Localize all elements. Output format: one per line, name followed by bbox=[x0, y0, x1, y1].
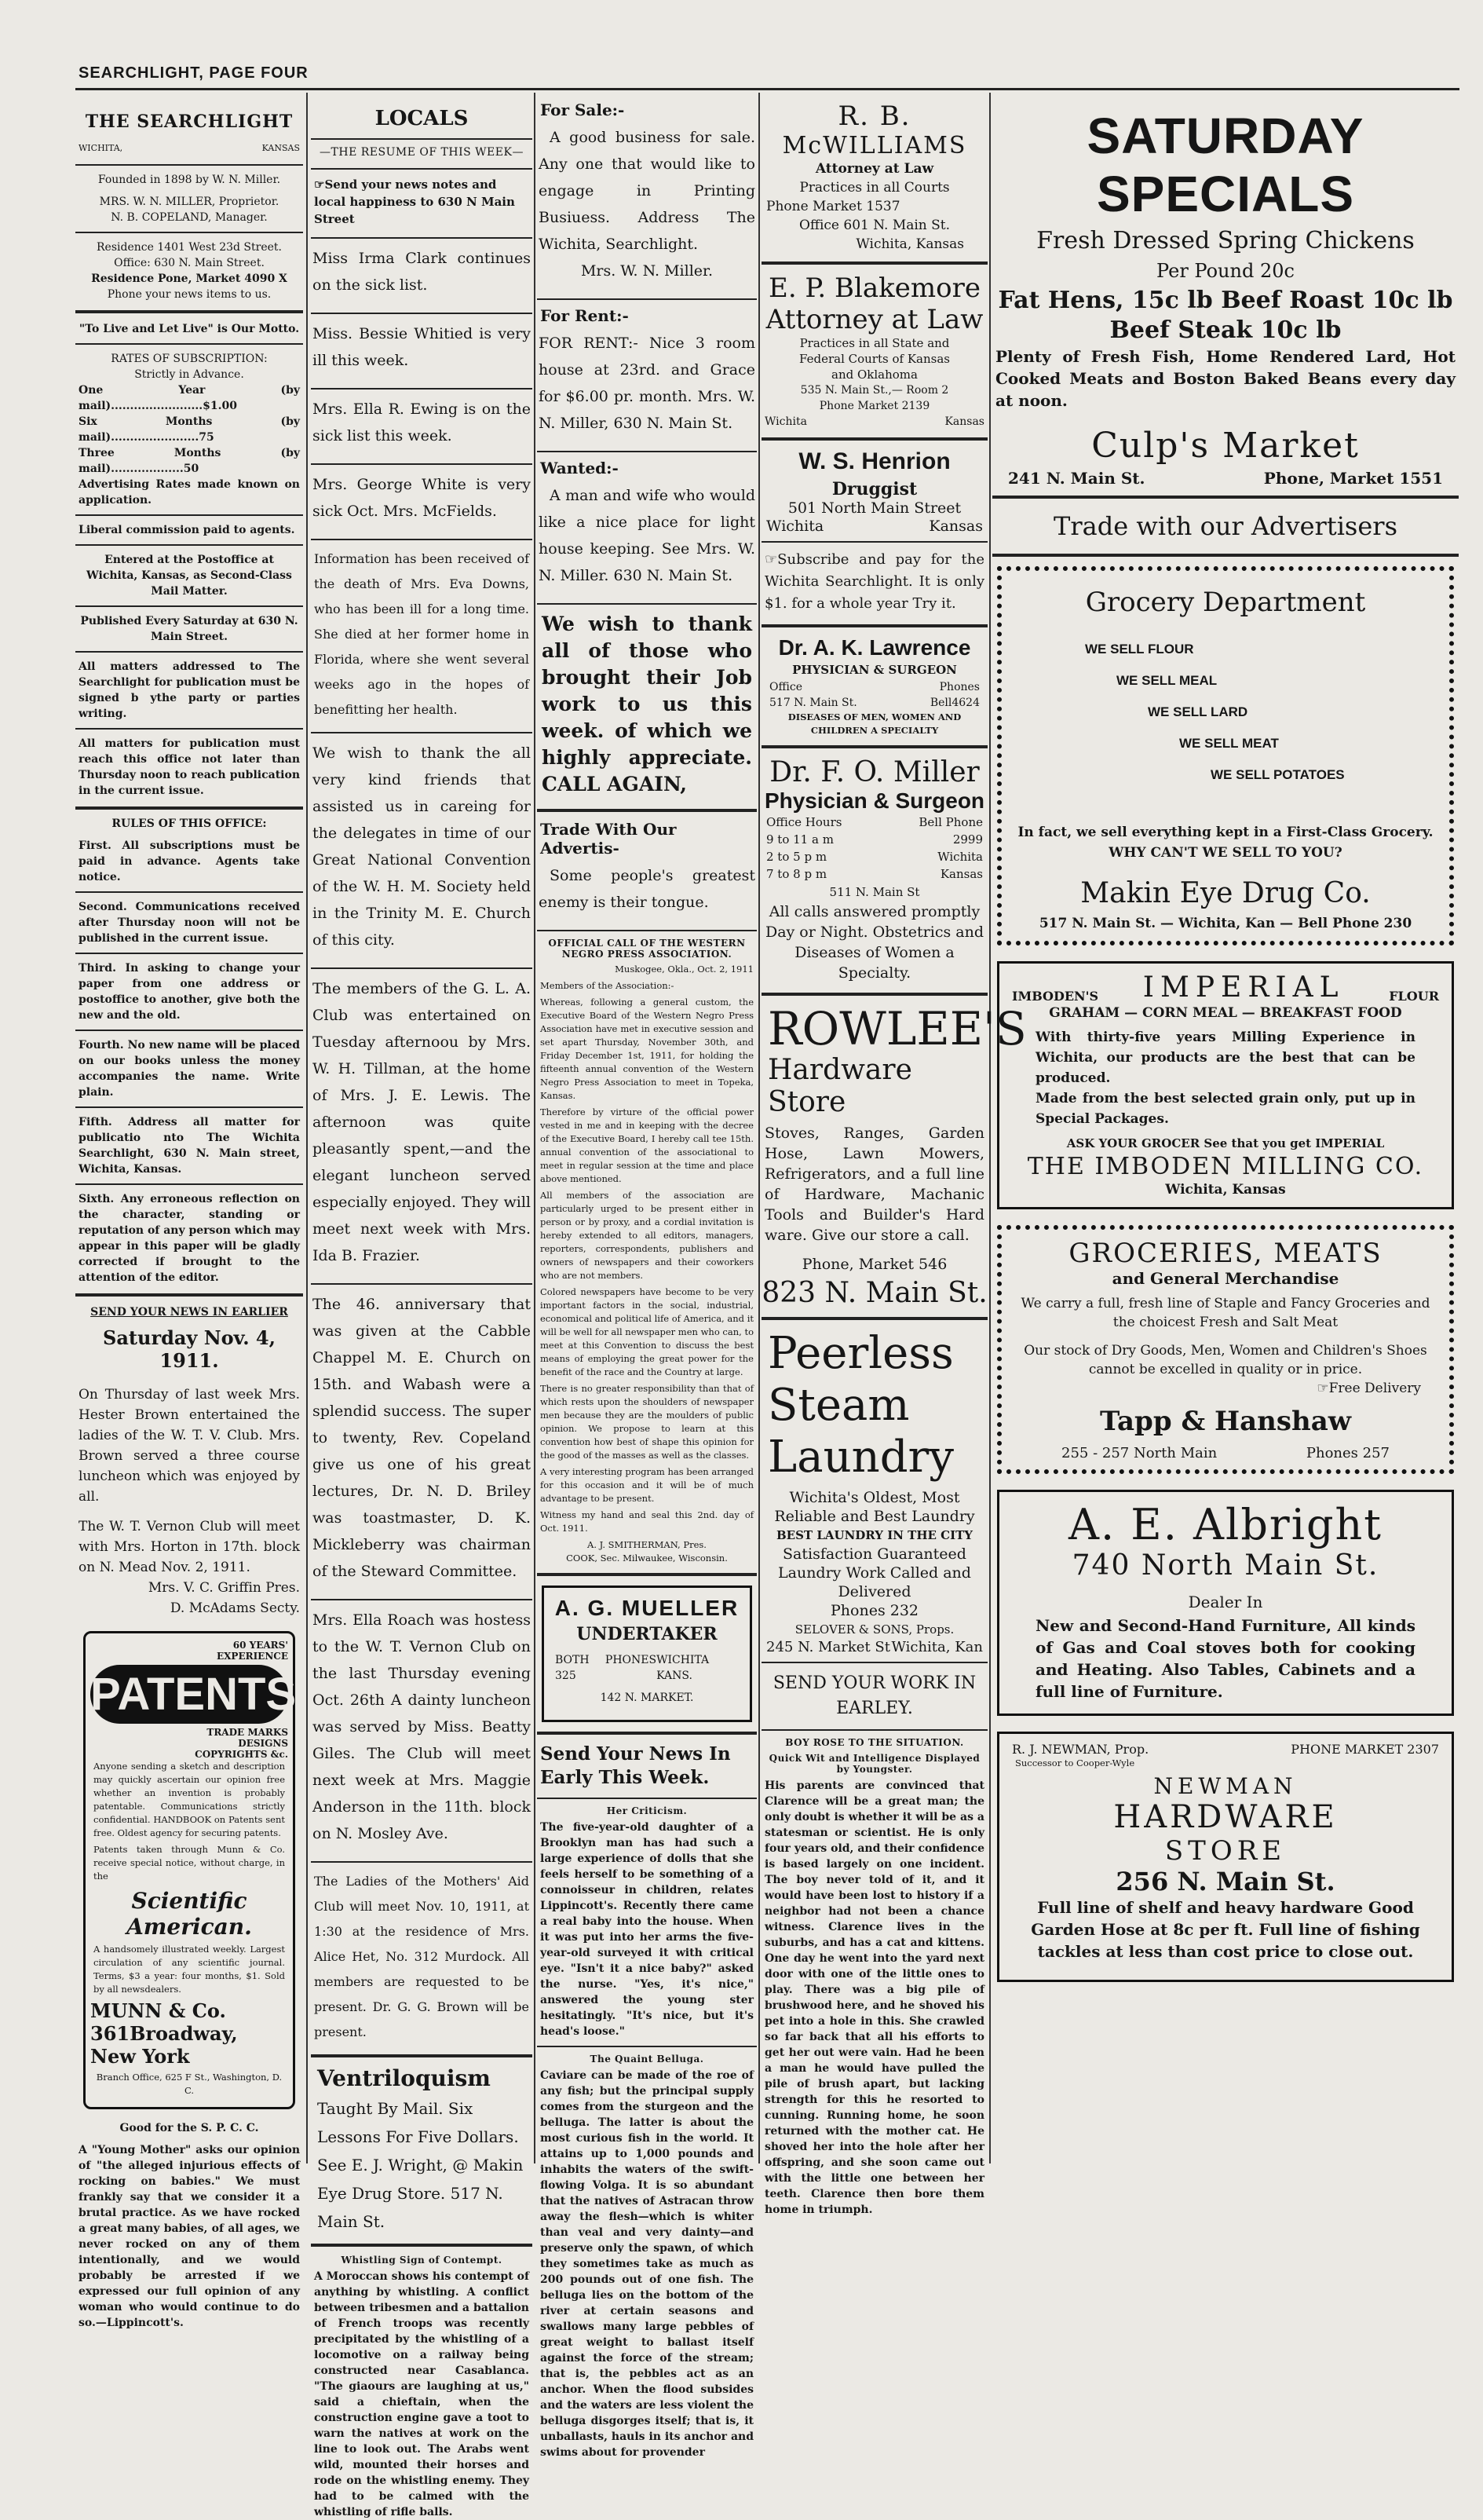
residence: Residence 1401 West 23d Street. bbox=[97, 241, 282, 254]
henrion-city bbox=[766, 518, 983, 535]
groceries-text: We carry a full, fresh line of Staple and Fancy Groceries and the choicest Fresh and Salt Meat bbox=[1021, 1296, 1430, 1330]
divider bbox=[311, 168, 532, 170]
blakemore-line: Practices in all State and bbox=[799, 336, 950, 350]
imboden-name: THE IMBODEN MILLING CO. bbox=[1027, 1153, 1424, 1180]
advertising-rates: Advertising Rates made known on application. bbox=[79, 478, 300, 507]
motto: "To Live and Let Live" is Our Motto. bbox=[79, 323, 300, 335]
matters-notice: All matters addressed to The Searchlight for publication must be signed b ythe party or parties writing. bbox=[79, 660, 300, 720]
makin-name: Makin Eye Drug Co. bbox=[1080, 877, 1371, 909]
column-divider bbox=[306, 93, 308, 2163]
mueller-contact bbox=[555, 1652, 739, 1684]
divider bbox=[311, 2244, 532, 2247]
imboden-city: Wichita, Kansas bbox=[1165, 1182, 1286, 1198]
rule: First. All subscriptions must be paid in advance. Agents take notice. bbox=[79, 839, 300, 883]
miller-calls: All calls answered promptly Day or Night. Obstetrics and Diseases of Women a Specialty. bbox=[765, 903, 984, 982]
call-title: NEGRO PRESS ASSOCIATION. bbox=[561, 949, 732, 960]
grocery-infact: In fact, we sell everything kept in a First-Class Grocery. WHY CAN'T WE SELL TO YOU? bbox=[1017, 825, 1434, 861]
imboden-products: GRAHAM — CORN MEAL — BREAKFAST FOOD bbox=[1049, 1005, 1402, 1021]
miller-address: 511 N. Main St bbox=[829, 885, 920, 899]
divider bbox=[762, 1317, 988, 1320]
special-line: Fat Hens, 15c lb Beef Roast 10c lb bbox=[998, 287, 1453, 314]
call-text: A very interesting program has been arranged for this occasion and it will be of much advantage to be present. bbox=[540, 1466, 754, 1504]
mueller-address: 142 N. MARKET. bbox=[600, 1692, 694, 1704]
divider bbox=[762, 1729, 988, 1731]
miller-phone-row: Kansas bbox=[940, 867, 983, 881]
newman-store: STORE bbox=[1164, 1835, 1287, 1867]
blakemore-line: and Oklahoma bbox=[831, 368, 918, 382]
patents-sub: DESIGNS bbox=[238, 1738, 288, 1749]
groceries-title: GROCERIES, MEATS bbox=[1068, 1238, 1383, 1269]
henrion-city-right: Kansas bbox=[929, 518, 983, 535]
phone: Residence Pone, Market 4090 X bbox=[91, 272, 287, 285]
rowlee-title: Hardware Store bbox=[768, 1054, 912, 1118]
free-delivery bbox=[1014, 1379, 1421, 1398]
rule: Fifth. Address all matter for publicatio nto The Wichita Searchlight, 630 N. Main street, Wichita, Kansas. bbox=[79, 1116, 300, 1176]
blakemore-line: Federal Courts of Kansas bbox=[799, 352, 950, 366]
patents-text: Anyone sending a sketch and description may quickly ascertain our opinion free whether an invention is probably patentable. Communications strictly confidential. HANDBOOK on Patents sent free. Oldest agency for securing patents. bbox=[93, 1761, 285, 1838]
patents-title: PATENTS bbox=[90, 1665, 288, 1724]
tapp-phones: Phones 257 bbox=[1306, 1445, 1390, 1461]
dateline-city: WICHITA, bbox=[79, 143, 123, 153]
resume-subtitle: —THE RESUME OF THIS WEEK— bbox=[320, 146, 524, 159]
divider bbox=[75, 1030, 303, 1031]
albright-ad bbox=[997, 1490, 1454, 1716]
divider bbox=[311, 463, 532, 465]
special-line: Per Pound 20c bbox=[1156, 260, 1295, 282]
mcwilliams-name: McWILLIAMS bbox=[782, 132, 967, 159]
divider bbox=[311, 2054, 532, 2057]
divider bbox=[75, 1183, 303, 1185]
for-sale-sign: Mrs. W. N. Miller. bbox=[580, 262, 714, 280]
for-sale-text: A good business for sale. Any one that would like to engage in Printing Busiuess. Address The Wichita, Searchlight. bbox=[539, 129, 755, 253]
blakemore-line: 535 N. Main St.,— Room 2 bbox=[800, 384, 949, 397]
local-item: On Thursday of last week Mrs. Hester Brown entertained the ladies of the W. T. V. Club. Mrs. Brown served a three course luncheon which was enjoyed by all. bbox=[79, 1387, 300, 1505]
article-text: A Moroccan shows his contempt of anything by whistling. A conflict between tribesmen and a battalion of French troops was recently precipitated by the whistling of a locomotive on a railway being constructed near Casablanca. "The giaours are laughing at us," said a chieftain, when the construction engine gave a toot to warn the natives at work on the line to look out. The Arabs went wild, mounted their horses and rode on the whistling enemy. They had to be calmed with the whistling of rifle balls. bbox=[314, 2270, 529, 2518]
article-subtitle: Quick Wit and Intelligence Displayed by Youngster. bbox=[769, 1753, 981, 1775]
divider bbox=[75, 514, 303, 516]
rules-title: RULES OF THIS OFFICE: bbox=[111, 817, 267, 830]
newman-phone: PHONE MARKET 2307 bbox=[1291, 1742, 1439, 1757]
divider bbox=[75, 806, 303, 810]
article-text: Caviare can be made of the roe of any fish; but the principal supply comes from the sturgeon and the belluga. The latter is about the most curious fish in the world. It attains up to 1,000 pounds and inhabits the waters of the swift-flowing Volga. It is so abundant that the natives of Astracan throw away the flesh—which is whiter than veal and very dainty—and preserve only the spawn, of which they sometimes take as much as 200 pounds out of one fish. The belluga lies on the bottom of the river at certain seasons and swallows many large pebbles of great weight to ballast itself against the force of the stream; that is, the pebbles act as an anchor. When the flood subsides and the waters are less violent the belluga disgorges itself; that is, it unballasts, hauls in its anchor and swims about for provender bbox=[540, 2069, 754, 2459]
local-item: Miss Irma Clark continues on the sick list. bbox=[312, 250, 531, 294]
divider bbox=[75, 232, 303, 233]
column-4 bbox=[762, 96, 1027, 2216]
peerless-address bbox=[766, 1639, 983, 1655]
rowlee-address: 823 N. Main St. bbox=[762, 1277, 988, 1309]
lawrence-row bbox=[769, 695, 980, 711]
newman-text: Full line of shelf and heavy hardware Good Garden Hose at 8c per ft. Full line of fishing tackles at less than cost price to close out. bbox=[1031, 1898, 1420, 1961]
office: Office: 630 N. Main Street. bbox=[114, 257, 265, 269]
peerless-street: 245 N. Market St bbox=[766, 1639, 890, 1655]
divider bbox=[992, 496, 1459, 499]
local-item: Information has been received of the death of Mrs. Eva Downs, who has been ill for a long time. She died at her former home in Florida, where she went several weeks ago in the hopes of benefitting her health. bbox=[314, 551, 529, 717]
subscribe-notice bbox=[765, 549, 984, 615]
divider bbox=[537, 1798, 757, 1799]
divider bbox=[311, 313, 532, 314]
lawrence-specialty: DISEASES OF MEN, WOMEN AND CHILDREN A SPECIALTY bbox=[787, 711, 962, 736]
column-5 bbox=[992, 96, 1459, 2163]
imboden-ask: ASK YOUR GROCER See that you get IMPERIAL bbox=[1066, 1136, 1385, 1150]
newman-prop: R. J. NEWMAN, Prop. bbox=[1012, 1742, 1149, 1757]
column-divider bbox=[758, 93, 760, 2163]
article-title: Her Criticism. bbox=[606, 1805, 688, 1816]
imboden-head bbox=[1012, 971, 1439, 1004]
miller-hours-row: 9 to 11 a m bbox=[766, 832, 834, 847]
miller-hours-row: 2 to 5 p m bbox=[766, 850, 827, 864]
imboden-text: With thirty-five years Milling Experience in Wichita, our products are the best that can be produced. bbox=[1036, 1030, 1415, 1086]
article-text: His parents are convinced that Clarence will be a great man; the only doubt is whether it will be as a statesman or scientist. He is only four years old, and their confidence is based largely on one incident. The boy never told of it, and it would have been lost to history if a neighbor had not been a chance witness. Clarence lives in the suburbs, and has a cat and kittens. One day he went into the yard next door with one of the little ones to play. There was a big pile of brushwood here, and he shoved his pet into a hole in this. She crawled so far back that all his efforts to get her out were vain. Had he been a man he would have pulled the pile of brush apart, but lacking strength for this he resorted to cunning. Running home, he soon returned with the mother cat. He shoved her into the hole after her offspring, and she soon came out with the little one between her teeth. Clarence then bore them home in triumph. bbox=[765, 1779, 984, 2216]
divider bbox=[762, 541, 988, 543]
send-notes bbox=[314, 176, 529, 228]
peerless-line: BEST LAUNDRY IN THE CITY bbox=[776, 1528, 973, 1542]
send-notes-text: Send your news notes and local happiness to 630 N Main Street bbox=[314, 177, 515, 226]
miller-phone-row: Wichita bbox=[937, 850, 983, 864]
blakemore-title: Attorney at Law bbox=[765, 304, 984, 335]
call-text: Colored newspapers have become to be very important factors in the social, industrial, economical and political life of America, and it will be well for all newspaper men who can, to meet at this Convention to discuss the best means of employing the great power for the benefit of the race and the Country at large. bbox=[540, 1286, 754, 1377]
newman-name: NEWMAN bbox=[1153, 1773, 1298, 1799]
special-line: Fresh Dressed Spring Chickens bbox=[1036, 227, 1415, 254]
miller-hours-row: 7 to 8 p m bbox=[766, 867, 827, 881]
imperial-title: IMPERIAL bbox=[1142, 971, 1345, 1004]
mueller-undertaker: UNDERTAKER bbox=[576, 1624, 718, 1644]
ventriloquism-title: Ventriloquism bbox=[317, 2065, 491, 2091]
henrion-title: Druggist bbox=[831, 479, 918, 499]
miller-hours-head: Office Hours bbox=[766, 815, 842, 829]
divider bbox=[311, 967, 532, 969]
divider bbox=[311, 1283, 532, 1285]
lawrence-name: Dr. A. K. Lawrence bbox=[778, 635, 971, 660]
newman-address: 256 N. Main St. bbox=[1116, 1867, 1335, 1896]
trade-title: Trade With Our Advertis- bbox=[540, 820, 677, 858]
local-item: Mrs. Ella Roach was hostess to the W. T. Vernon Club on the last Thursday evening Oct. 26th A dainty luncheon was served by Miss. Beatty Giles. The Club will meet next week at Mrs. Maggie Anderson in the 11th. block on N. Mosley Ave. bbox=[312, 1611, 531, 1842]
albright-dealer: Dealer In bbox=[1188, 1593, 1263, 1611]
local-item: The W. T. Vernon Club will meet with Mrs. Horton in 17th. block on N. Mead Nov. 2, 1911. bbox=[79, 1519, 300, 1575]
mcwilliams-title: Attorney at Law bbox=[815, 161, 934, 177]
locals-title: LOCALS bbox=[374, 107, 469, 130]
peerless-line: Phones 232 bbox=[831, 1602, 919, 1619]
divider bbox=[537, 451, 757, 452]
pointing-hand-icon: ☞ bbox=[1317, 1381, 1329, 1396]
call-members: Members of the Association:- bbox=[540, 980, 674, 991]
divider bbox=[75, 1106, 303, 1108]
manager: N. B. COPELAND, Manager. bbox=[111, 211, 268, 224]
call-text: There is no greater responsibility than that of which rests upon the shoulders of newspaper men because they are the moulders of public opinion. We propose to learn at this convention how best of shape this opinion for the good of the masses as well as the classes. bbox=[540, 1383, 754, 1461]
tapp-address: 255 - 257 North Main bbox=[1061, 1445, 1218, 1461]
divider bbox=[537, 298, 757, 300]
dateline bbox=[79, 143, 300, 153]
blakemore-city-left: Wichita bbox=[765, 415, 807, 428]
divider bbox=[537, 809, 757, 812]
call-date: Muskogee, Okla., Oct. 2, 1911 bbox=[615, 964, 754, 975]
divider bbox=[311, 732, 532, 733]
local-item: The members of the G. L. A. Club was entertained on Tuesday afternoou by Mrs. W. H. Tillman, at the home of Mrs. J. E. Lewis. The afternoon was quite pleasantly spent,—and the elegant luncheon served especially enjoyed. They will meet next week with Mrs. Ida B. Frazier. bbox=[312, 980, 531, 1264]
send-work: SEND YOUR WORK IN EARLEY. bbox=[773, 1673, 977, 1718]
divider bbox=[75, 605, 303, 607]
mcwilliams-line: Practices in all Courts bbox=[799, 180, 950, 196]
henrion-city-left: Wichita bbox=[766, 518, 824, 535]
grocery-title: Grocery Department bbox=[1085, 587, 1366, 618]
send-news-early: Send Your News In Early This Week. bbox=[540, 1743, 731, 1788]
mueller-name: A. G. MUELLER bbox=[554, 1596, 740, 1620]
divider bbox=[75, 728, 303, 730]
pointing-hand-icon: ☞ bbox=[765, 551, 778, 568]
signature: Mrs. V. C. Griffin Pres. bbox=[148, 1580, 300, 1596]
munn-co: MUNN & Co. 361Broadway, New York bbox=[90, 1999, 238, 2068]
rowlee-phone: Phone, Market 546 bbox=[802, 1256, 948, 1273]
divider bbox=[75, 891, 303, 893]
miller-name: Dr. F. O. Miller bbox=[769, 756, 980, 788]
miller-phone-row: 2999 bbox=[952, 832, 983, 847]
pointing-hand-icon: ☞ bbox=[314, 177, 325, 192]
saturday-specials-title: SATURDAY SPECIALS bbox=[1087, 108, 1364, 222]
albright-text: New and Second-Hand Furniture, All kinds of Gas and Coal stoves both for cooking and Heating. Also Tables, Cabinets and a full line of Furniture. bbox=[1036, 1616, 1415, 1701]
newman-head bbox=[1012, 1742, 1439, 1757]
column-1 bbox=[75, 96, 303, 2329]
patents-years: 60 YEARS' bbox=[232, 1640, 288, 1651]
dateline-state: KANSAS bbox=[261, 143, 300, 153]
rule: Second. Communications received after Thursday noon will not be published in the current issue. bbox=[79, 901, 300, 945]
phone-news: Phone your news items to us. bbox=[107, 288, 272, 301]
divider bbox=[537, 603, 757, 605]
divider bbox=[75, 651, 303, 653]
column-2 bbox=[311, 96, 532, 2518]
divider bbox=[75, 953, 303, 954]
special-line: Beef Steak 10c lb bbox=[1109, 316, 1342, 344]
imboden-text: Made from the best selected grain only, put up in Special Packages. bbox=[1036, 1091, 1415, 1127]
published-notice: Published Every Saturday at 630 N. Main Street. bbox=[80, 615, 298, 643]
page-header: SEARCHLIGHT, PAGE FOUR bbox=[79, 64, 309, 82]
proprietor: MRS. W. N. MILLER, Proprietor. bbox=[99, 196, 279, 208]
peerless-line: Laundry Work Called and Delivered bbox=[778, 1564, 971, 1600]
divider bbox=[537, 1573, 757, 1576]
lawrence-title: PHYSICIAN & SURGEON bbox=[792, 663, 957, 677]
free-delivery-text: Free Delivery bbox=[1328, 1381, 1421, 1396]
divider bbox=[75, 1293, 303, 1297]
call-title: OFFICIAL CALL OF THE WESTERN bbox=[548, 938, 746, 949]
article-text: The five-year-old daughter of a Brooklyn man has had such a large experience of dolls that she feels herself to be something of a connoisseur in children, relates Lippincott's. Recently there came a real baby into the house. When it was put into her arms the five-year-old surveyed it with critical eye. "Isn't it a nice baby?" asked the nurse. "Yes, it's nice," answered the young ster hesitatingly. "It's nice, but it's head's loose." bbox=[540, 1821, 754, 2038]
divider bbox=[537, 2046, 757, 2047]
newman-hardware: HARDWARE bbox=[1113, 1799, 1338, 1835]
divider bbox=[311, 388, 532, 390]
peerless-line: Laundry bbox=[768, 1432, 954, 1483]
entered-notice: Entered at the Postoffice at Wichita, Kansas, as Second-Class Mail Matter. bbox=[86, 554, 292, 598]
patents-text: Patents taken through Munn & Co. receive special notice, without charge, in the bbox=[93, 1844, 285, 1882]
mcwilliams-line: Office 601 N. Main St. bbox=[798, 218, 951, 233]
divider bbox=[762, 1662, 988, 1663]
peerless-city: Wichita, Kan bbox=[891, 1639, 983, 1655]
groceries-sub: and General Merchandise bbox=[1112, 1269, 1339, 1288]
ventriloquism-text: Taught By Mail. Six Lessons For Five Dollars. See E. J. Wright, @ Makin Eye Drug Store. 517 N. Main St. bbox=[317, 2099, 524, 2231]
masthead: THE SEARCHLIGHT bbox=[85, 112, 294, 132]
patents-sub: COPYRIGHTS &c. bbox=[195, 1749, 288, 1760]
miller-hours bbox=[766, 814, 983, 883]
divider bbox=[311, 1599, 532, 1600]
mcwilliams-line: Wichita, Kansas bbox=[856, 236, 964, 252]
rates-title: RATES OF SUBSCRIPTION: bbox=[111, 353, 268, 365]
divider bbox=[762, 745, 988, 748]
makin-address: 517 N. Main St. — Wichita, Kan — Bell Phone 230 bbox=[1039, 916, 1412, 931]
sell-line: WE SELL MEAT bbox=[1179, 736, 1279, 751]
henrion-address: 501 North Main Street bbox=[787, 499, 962, 517]
for-rent-text: FOR RENT:- Nice 3 room house at 23rd. and Grace for $6.00 pr. month. Mrs. W. N. Miller, 630 N. Main St. bbox=[539, 335, 755, 432]
peerless-line: SELOVER & SONS, Props. bbox=[794, 1622, 955, 1637]
thanks-notice: We wish to thank all of those who brought their Job work to us this week. of which we highly appreciate. CALL AGAIN, bbox=[542, 613, 752, 796]
rule: Third. In asking to change your paper from one address or postoffice to another, give both the new and the old. bbox=[79, 962, 300, 1022]
liberal-commission: Liberal commission paid to agents. bbox=[79, 524, 295, 536]
divider bbox=[762, 624, 988, 627]
trade-advertisers: Trade with our Advertisers bbox=[1054, 511, 1397, 541]
column-divider bbox=[989, 93, 991, 2163]
call-sign: A. J. SMITHERMAN, Pres. bbox=[587, 1539, 707, 1550]
for-rent-title: For Rent:- bbox=[540, 306, 629, 325]
sell-line: WE SELL MEAL bbox=[1116, 673, 1218, 688]
groceries-text: Our stock of Dry Goods, Men, Women and Children's Shoes cannot be excelled in quality or in price. bbox=[1024, 1343, 1427, 1377]
lawrence-row bbox=[769, 679, 980, 695]
local-item: Miss. Bessie Whitied is very ill this week. bbox=[312, 325, 531, 369]
trade-text: Some people's greatest enemy is their tongue. bbox=[539, 867, 755, 911]
divider bbox=[75, 343, 303, 345]
wanted-text: A man and wife who would like a nice place for light house keeping. See Mrs. W. N. Miller. 630 N. Main St. bbox=[539, 487, 755, 584]
divider bbox=[311, 237, 532, 239]
tapp-hanshaw-name: Tapp & Hanshaw bbox=[1099, 1406, 1352, 1437]
miller-phone-head: Bell Phone bbox=[919, 815, 983, 829]
spca-title: Good for the S. P. C. C. bbox=[119, 2122, 259, 2134]
peerless-line: Peerless bbox=[768, 1328, 954, 1379]
sell-line: WE SELL FLOUR bbox=[1085, 642, 1194, 657]
call-text: Therefore by virture of the official power vested in me and in keeping with the decree of the Executive Board, I hereby call tee 15th. annual convention of the associational to meet in regular session at the time and place above mentioned. bbox=[540, 1106, 754, 1184]
patents-text: A handsomely illustrated weekly. Largest circulation of any scientific journal. Terms, $3 a year: four months, $1. Sold by all newsdealers. bbox=[93, 1944, 285, 1995]
article-title: The Quaint Belluga. bbox=[590, 2054, 704, 2065]
flour-label: FLOUR bbox=[1389, 989, 1439, 1004]
special-text: Plenty of Fresh Fish, Home Rendered Lard, Hot Cooked Meats and Boston Baked Beans every day at noon. bbox=[995, 347, 1456, 410]
blakemore-city bbox=[765, 414, 984, 430]
call-sign: COOK, Sec. Milwaukee, Wisconsin. bbox=[566, 1553, 728, 1564]
peerless-name bbox=[768, 1328, 981, 1483]
peerless-line: Steam bbox=[768, 1380, 910, 1431]
divider bbox=[537, 1732, 757, 1735]
albright-name: A. E. Albright bbox=[1068, 1500, 1383, 1549]
divider bbox=[762, 437, 988, 441]
albright-address: 740 North Main St. bbox=[1072, 1549, 1379, 1582]
divider bbox=[311, 138, 532, 140]
call-text: Witness my hand and seal this 2nd. day of Oct. 1911. bbox=[540, 1509, 754, 1534]
spca-text: A "Young Mother" asks our opinion of "the alleged injurious effects of rocking on babies." We must frankly say that we consider it a brutal practice. As we have rocked a great many babies, of all ages, we never rocked on any of them intentionally, and we would probably be arrested if we expressed our full opinion of any woman who would continue to do so.—Lippincott's. bbox=[79, 2144, 300, 2329]
rowlee-name: ROWLEE'S bbox=[768, 1002, 1027, 1055]
lawrence-office: Office bbox=[769, 681, 803, 693]
peerless-line: Satisfaction Guaranteed bbox=[783, 1545, 966, 1563]
rule: Fourth. No new name will be placed on our books unless the money accompanies the name. Write plain. bbox=[79, 1039, 300, 1099]
divider bbox=[311, 539, 532, 540]
local-item: The Ladies of the Mothers' Aid Club will meet Nov. 10, 1911, at 1:30 at the residence of Mrs. Alice Het, No. 312 Murdock. All members are requested to be present. Dr. G. G. Brown will be present. bbox=[314, 1874, 529, 2039]
culp-contact bbox=[1008, 469, 1443, 488]
imboden-label: IMBODEN'S bbox=[1012, 989, 1099, 1004]
divider bbox=[762, 262, 988, 265]
tapp-hanshaw-ad bbox=[997, 1225, 1454, 1474]
imboden-ad bbox=[997, 961, 1454, 1209]
munn-branch: Branch Office, 625 F St., Washington, D. C. bbox=[96, 2072, 283, 2096]
tapp-contact bbox=[1061, 1445, 1390, 1461]
local-item: Mrs. George White is very sick Oct. Mrs. McFields. bbox=[312, 476, 531, 520]
blakemore-line: Phone Market 2139 bbox=[819, 400, 930, 412]
call-text: All members of the association are particularly urged to be present either in person or by proxy, and a cordial invitation is hereby extended to all editors, managers, reporters, correspondents, publishers and owners of newspapers and their coworkers who are not members. bbox=[540, 1190, 754, 1281]
column-3 bbox=[537, 96, 757, 2459]
blakemore-city-right: Kansas bbox=[944, 415, 984, 428]
lawrence-phones: Phones bbox=[939, 681, 980, 693]
mueller-ad bbox=[542, 1586, 752, 1722]
grocery-ad bbox=[997, 566, 1454, 945]
patents-ad bbox=[83, 1631, 295, 2109]
rate-row: Six Months (by mail).......................75 bbox=[79, 415, 300, 444]
sell-line: WE SELL POTATOES bbox=[1211, 767, 1345, 782]
scientific-american: Scientific American. bbox=[126, 1888, 252, 1940]
patents-experience: EXPERIENCE bbox=[216, 1651, 288, 1662]
send-news-earlier: SEND YOUR NEWS IN EARLIER bbox=[90, 1306, 288, 1319]
sell-line: WE SELL LARD bbox=[1148, 704, 1248, 719]
divider bbox=[75, 544, 303, 546]
founded: Founded in 1898 by W. N. Miller. bbox=[97, 174, 281, 186]
culp-market-name: Culp's Market bbox=[1091, 426, 1360, 466]
rate-row: One Year (by mail)........................$1.00 bbox=[79, 384, 300, 412]
rate-row: Three Months (by mail)...................50 bbox=[79, 447, 300, 475]
patents-sub: TRADE MARKS bbox=[206, 1727, 288, 1738]
newman-ad bbox=[997, 1732, 1454, 1982]
culp-address: 241 N. Main St. bbox=[1008, 469, 1145, 488]
lawrence-bell: Bell4624 bbox=[930, 697, 980, 709]
issue-date: Saturday Nov. 4, 1911. bbox=[103, 1326, 276, 1372]
matters-notice: All matters for publication must reach this office not later than Thursday noon to reach publication in the current issue. bbox=[79, 737, 300, 797]
call-text: Whereas, following a general custom, the Executive Board of the Western Negro Press Association have met in executive session and set apart Thursday, November 30th, and Friday December 1st, 1911, for holding the fifteenth annual convention of the Western Negro Press Association to meet in Topeka, Kansas. bbox=[540, 997, 754, 1101]
newman-successor: Successor to Cooper-Wyle bbox=[1015, 1757, 1135, 1768]
lawrence-address: 517 N. Main St. bbox=[769, 697, 857, 709]
divider bbox=[75, 164, 303, 166]
article-title: Whistling Sign of Contempt. bbox=[341, 2255, 502, 2266]
signature: D. McAdams Secty. bbox=[170, 1600, 300, 1616]
rates-sub: Strictly in Advance. bbox=[134, 368, 244, 381]
peerless-line: Wichita's Oldest, Most Reliable and Best Laundry bbox=[774, 1489, 975, 1525]
culp-phone: Phone, Market 1551 bbox=[1263, 469, 1443, 488]
local-item: We wish to thank the all very kind friends that assisted us in careing for the delegates in time of our Great National Convention of the W. H. M. Society held in the Trinity M. E. Church of this city. bbox=[312, 744, 531, 949]
mueller-city: WICHITA KANS. bbox=[656, 1654, 710, 1682]
local-item: Mrs. Ella R. Ewing is on the sick list this week. bbox=[312, 400, 531, 444]
miller-title: Physician & Surgeon bbox=[764, 788, 985, 813]
top-rule bbox=[75, 88, 1459, 90]
divider bbox=[762, 993, 988, 996]
divider bbox=[75, 310, 303, 313]
divider bbox=[311, 1861, 532, 1863]
blakemore-name: E. P. Blakemore bbox=[769, 272, 981, 304]
divider bbox=[537, 930, 757, 931]
column-divider bbox=[534, 93, 535, 2163]
local-item: The 46. anniversary that was given at the Cabble Chappel M. E. Church on 15th. and Wabash were a splendid success. The super to twenty, Rev. Copeland give us one of his great lectures, Dr. N. D. Briley was toastmaster, D. K. Mickleberry was chairman of the Steward Committee. bbox=[312, 1296, 531, 1580]
rowlee-text: Stoves, Ranges, Garden Hose, Lawn Mowers, Refrigerators, and a full line of Hardware, Machanic Tools and Builder's Hard ware. Give our store a call. bbox=[765, 1125, 984, 1244]
mcwilliams-initials: R. B. bbox=[838, 101, 911, 132]
subscribe-text: Subscribe and pay for the Wichita Searchlight. It is only $1. for a whole year Try it. bbox=[765, 551, 984, 612]
mueller-phones: BOTH PHONES 325 bbox=[555, 1654, 657, 1682]
article-title: BOY ROSE TO THE SITUATION. bbox=[785, 1737, 964, 1748]
divider bbox=[992, 554, 1459, 557]
henrion-name: W. S. Henrion bbox=[798, 448, 951, 474]
for-sale-title: For Sale:- bbox=[540, 101, 625, 119]
wanted-title: Wanted:- bbox=[540, 459, 619, 477]
rule: Sixth. Any erroneous reflection on the character, standing or reputation of any person which may appear in this paper will be gladly corrected if brought to the attention of the editor. bbox=[79, 1193, 300, 1284]
mcwilliams-line: Phone Market 1537 bbox=[766, 199, 900, 214]
